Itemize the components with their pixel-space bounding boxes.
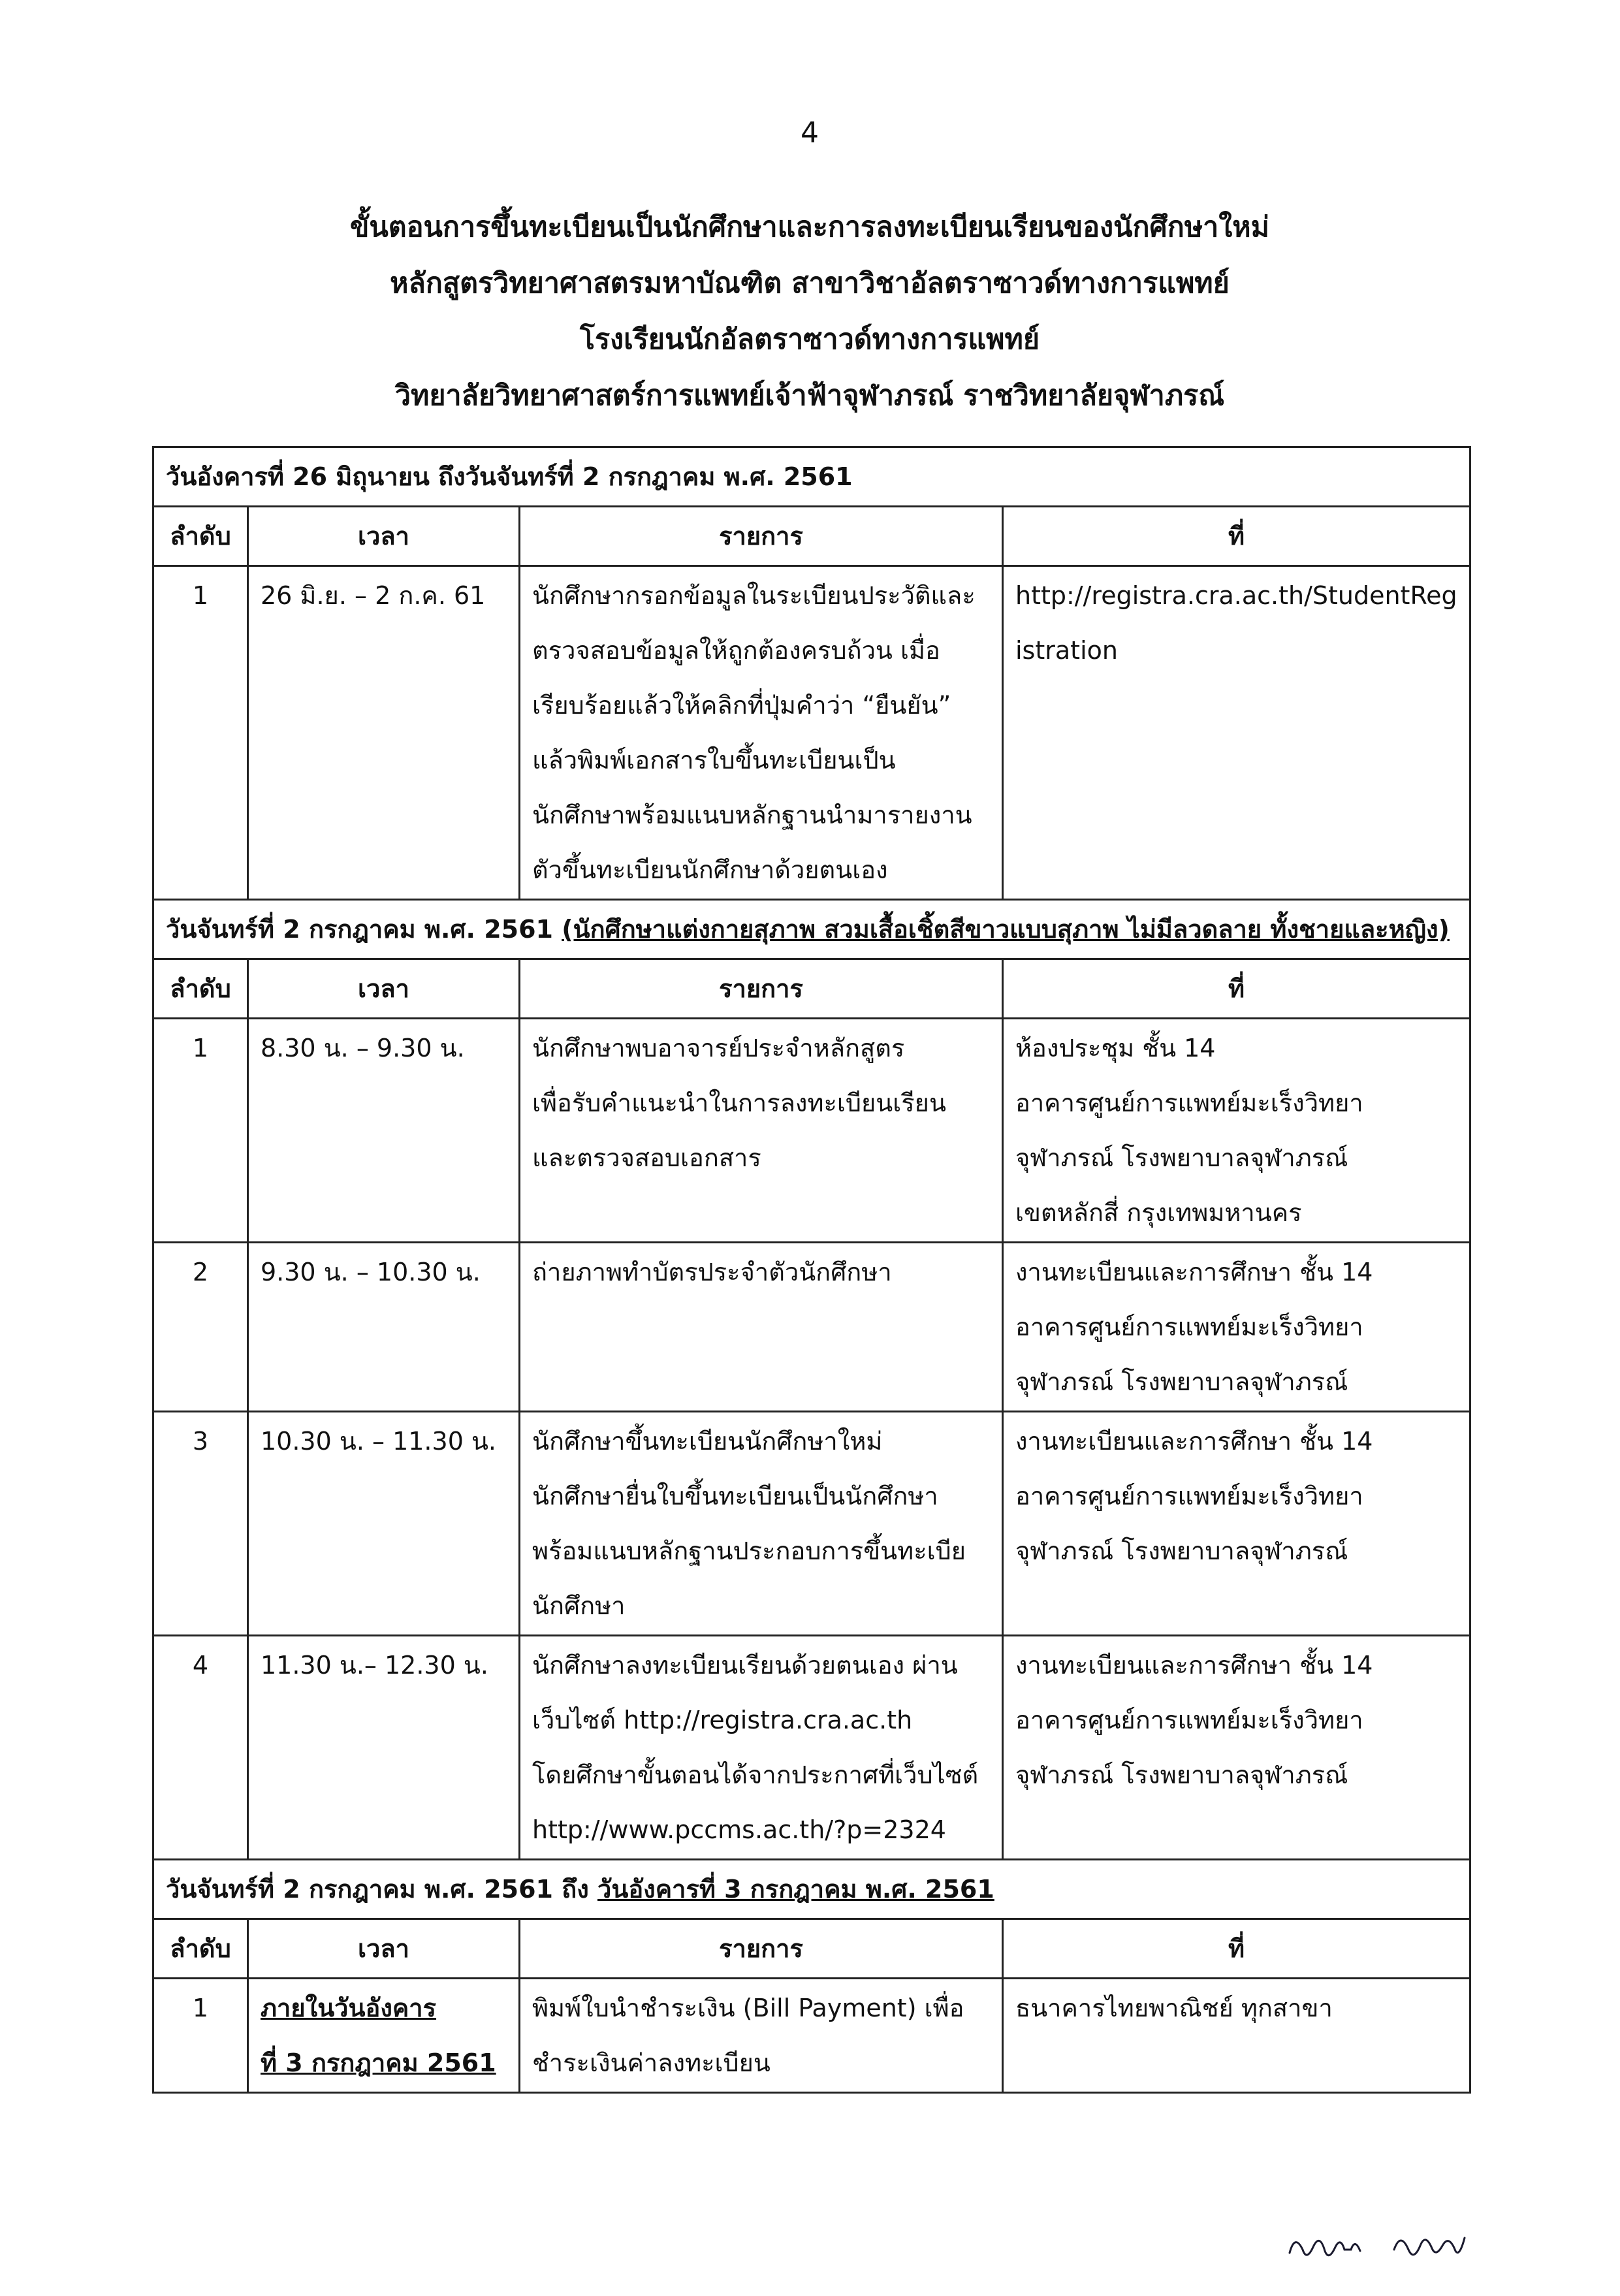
section-heading [153, 900, 1470, 959]
table-row [153, 1636, 1470, 1860]
place-line: ธนาคารไทยพาณิชย์ ทุกสาขา [1015, 1994, 1333, 2022]
task-line: นักศึกษาพบอาจารย์ประจำหลักสูตร [532, 1034, 905, 1062]
column-header-row [153, 507, 1470, 566]
task-line: แล้วพิมพ์เอกสารใบขึ้นทะเบียนเป็น [532, 746, 896, 774]
task-line: เพื่อรับคำแนะนำในการลงทะเบียนเรียน [532, 1089, 946, 1117]
header-place: ที่ [1003, 507, 1470, 566]
row-time: 10.30 น. – 11.30 น. [248, 1412, 520, 1636]
row-time: 8.30 น. – 9.30 น. [248, 1019, 520, 1243]
task-line: ตัวขึ้นทะเบียนนักศึกษาด้วยตนเอง [532, 855, 888, 884]
table-row [153, 1412, 1470, 1636]
task-line: ตรวจสอบข้อมูลให้ถูกต้องครบถ้วน เมื่อ [532, 636, 940, 665]
row-task [520, 1979, 1003, 2093]
task-line: นักศึกษาขึ้นทะเบียนนักศึกษาใหม่ [532, 1427, 883, 1456]
header-seq: ลำดับ [153, 959, 248, 1019]
column-header-row [153, 959, 1470, 1019]
row-place [1003, 1979, 1470, 2093]
place-line: จุฬาภรณ์ โรงพยาบาลจุฬาภรณ์ [1015, 1143, 1348, 1172]
section-date: วันจันทร์ที่ 2 กรกฎาคม พ.ศ. 2561 [166, 915, 553, 944]
row-seq: 1 [153, 566, 248, 900]
section-heading [153, 1860, 1470, 1919]
title-line-3: โรงเรียนนักอัลตราซาวด์ทางการแพทย์ [579, 323, 1040, 356]
row-seq: 4 [153, 1636, 248, 1860]
table-row [153, 1019, 1470, 1243]
row-time [248, 1979, 520, 2093]
row-place [1003, 1019, 1470, 1243]
page-number: 4 [801, 116, 819, 150]
row-place [1003, 1636, 1470, 1860]
header-task: รายการ [520, 959, 1003, 1019]
row-seq: 1 [153, 1019, 248, 1243]
task-line: นักศึกษาลงทะเบียนเรียนด้วยตนเอง ผ่าน [532, 1651, 958, 1680]
column-header-row [153, 1919, 1470, 1979]
header-task: รายการ [520, 1919, 1003, 1979]
section-heading-row [153, 1860, 1470, 1919]
announcement-link[interactable]: http://www.pccms.ac.th/?p=2324 [532, 1815, 946, 1844]
header-seq: ลำดับ [153, 1919, 248, 1979]
dress-code-note: (นักศึกษาแต่งกายสุภาพ สวมเสื้อเชิ้ตสีขาวแบบสุภาพ ไม่มีลวดลาย ทั้งชายและหญิง) [562, 915, 1450, 944]
section-end-date: วันอังคารที่ 3 กรกฎาคม พ.ศ. 2561 [597, 1875, 994, 1904]
header-place: ที่ [1003, 959, 1470, 1019]
title-line-4: วิทยาลัยวิทยาศาสตร์การแพทย์เจ้าฟ้าจุฬาภรณ์ ราชวิทยาลัยจุฬาภรณ์ [394, 379, 1225, 412]
place-line: เขตหลักสี่ กรุงเทพมหานคร [1015, 1198, 1302, 1227]
task-line: เรียบร้อยแล้วให้คลิกที่ปุ่มคำว่า “ยืนยัน” [532, 691, 951, 720]
header-place: ที่ [1003, 1919, 1470, 1979]
place-line: อาคารศูนย์การแพทย์มะเร็งวิทยา [1015, 1706, 1363, 1734]
row-seq: 2 [153, 1243, 248, 1412]
task-line: โดยศึกษาขั้นตอนได้จากประกาศที่เว็บไซต์ [532, 1761, 979, 1789]
row-place [1003, 1243, 1470, 1412]
row-task [520, 1243, 1003, 1412]
task-line: เว็บไซต์ http://registra.cra.ac.th [532, 1706, 913, 1734]
table-row [153, 1979, 1470, 2093]
table-row [153, 566, 1470, 900]
header-task: รายการ [520, 507, 1003, 566]
title-line-1: ขั้นตอนการขึ้นทะเบียนเป็นนักศึกษาและการลงทะเบียนเรียนของนักศึกษาใหม่ [350, 211, 1269, 244]
table-row [153, 1243, 1470, 1412]
registration-url[interactable]: http://registra.cra.ac.th/StudentReg [1015, 581, 1457, 610]
task-line: นักศึกษากรอกข้อมูลในระเบียนประวัติและ [532, 581, 976, 610]
section-heading-row [153, 447, 1470, 507]
header-time: เวลา [248, 507, 520, 566]
place-line: งานทะเบียนและการศึกษา ชั้น 14 [1015, 1427, 1373, 1456]
place-line: อาคารศูนย์การแพทย์มะเร็งวิทยา [1015, 1089, 1363, 1117]
header-time: เวลา [248, 1919, 520, 1979]
task-line: พิมพ์ใบนำชำระเงิน (Bill Payment) เพื่อ [532, 1994, 964, 2022]
place-line: งานทะเบียนและการศึกษา ชั้น 14 [1015, 1651, 1373, 1680]
task-line: พร้อมแนบหลักฐานประกอบการขึ้นทะเบีย [532, 1537, 966, 1565]
section-date: วันอังคารที่ 26 มิถุนายน ถึงวันจันทร์ที่ 2 กรกฎาคม พ.ศ. 2561 [166, 462, 853, 491]
place-line: จุฬาภรณ์ โรงพยาบาลจุฬาภรณ์ [1015, 1537, 1348, 1565]
row-time: 26 มิ.ย. – 2 ก.ค. 61 [248, 566, 520, 900]
row-time: 9.30 น. – 10.30 น. [248, 1243, 520, 1412]
title-line-2: หลักสูตรวิทยาศาสตรมหาบัณฑิต สาขาวิชาอัลตราซาวด์ทางการแพทย์ [390, 267, 1230, 300]
task-line: ถ่ายภาพทำบัตรประจำตัวนักศึกษา [532, 1258, 892, 1286]
row-task [520, 1412, 1003, 1636]
task-line: ชำระเงินค่าลงทะเบียน [532, 2049, 770, 2077]
place-line: อาคารศูนย์การแพทย์มะเร็งวิทยา [1015, 1482, 1363, 1510]
row-seq: 3 [153, 1412, 248, 1636]
document-heading [150, 199, 1469, 424]
place-line: จุฬาภรณ์ โรงพยาบาลจุฬาภรณ์ [1015, 1761, 1348, 1789]
section-heading-row [153, 900, 1470, 959]
header-seq: ลำดับ [153, 507, 248, 566]
row-time: 11.30 น.– 12.30 น. [248, 1636, 520, 1860]
place-line: งานทะเบียนและการศึกษา ชั้น 14 [1015, 1258, 1373, 1286]
row-seq: 1 [153, 1979, 248, 2093]
section-date: วันจันทร์ที่ 2 กรกฎาคม พ.ศ. 2561 ถึง [166, 1875, 589, 1904]
row-place [1003, 566, 1470, 900]
place-line: ห้องประชุม ชั้น 14 [1015, 1034, 1216, 1062]
deadline-line: ภายในวันอังคาร [261, 1994, 437, 2022]
deadline-line: ที่ 3 กรกฎาคม 2561 [261, 2049, 496, 2077]
task-line: นักศึกษา [532, 1591, 626, 1620]
place-line: อาคารศูนย์การแพทย์มะเร็งวิทยา [1015, 1313, 1363, 1341]
handwritten-signature [1283, 2217, 1479, 2276]
section-heading [153, 447, 1470, 507]
header-time: เวลา [248, 959, 520, 1019]
registration-url-cont[interactable]: istration [1015, 636, 1118, 665]
task-line: นักศึกษาพร้อมแนบหลักฐานนำมารายงาน [532, 801, 972, 829]
row-place [1003, 1412, 1470, 1636]
row-task [520, 566, 1003, 900]
schedule-table [152, 446, 1471, 2094]
place-line: จุฬาภรณ์ โรงพยาบาลจุฬาภรณ์ [1015, 1367, 1348, 1396]
row-task [520, 1636, 1003, 1860]
task-line: และตรวจสอบเอกสาร [532, 1143, 761, 1172]
task-line: นักศึกษายื่นใบขึ้นทะเบียนเป็นนักศึกษา [532, 1482, 938, 1510]
row-task [520, 1019, 1003, 1243]
